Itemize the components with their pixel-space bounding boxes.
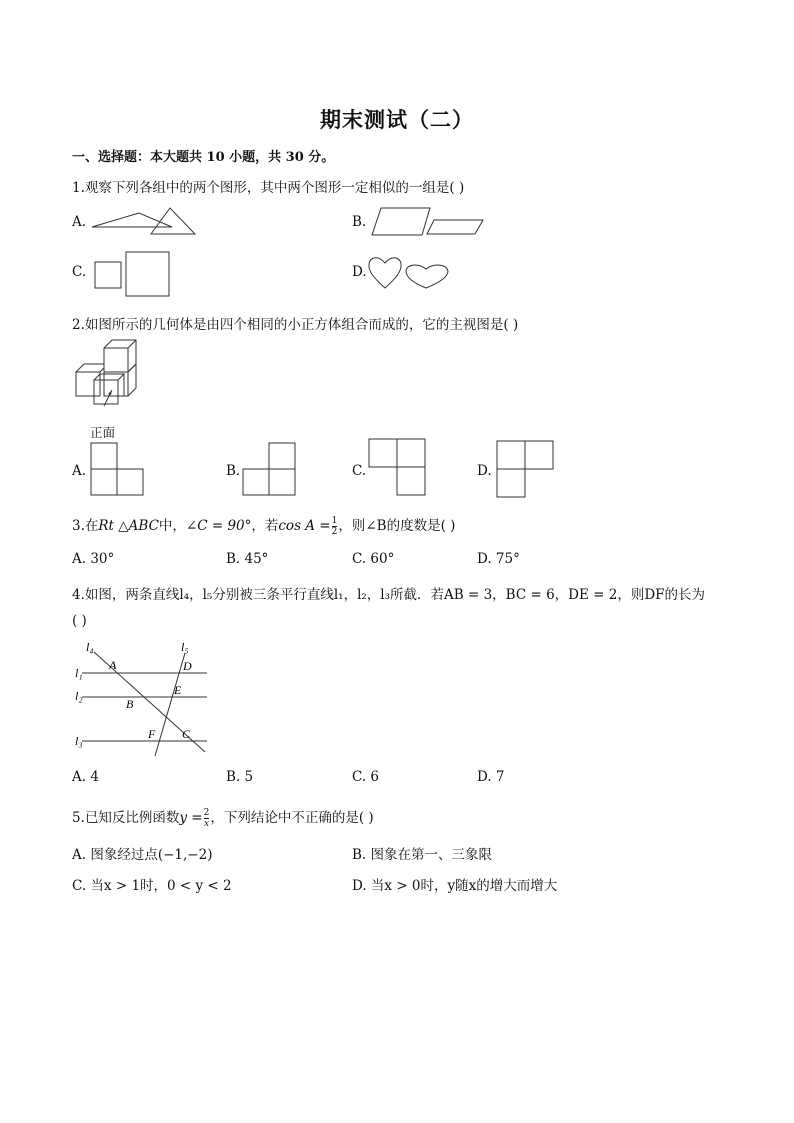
question-2-stem: 2.如图所示的几何体是由四个相同的小正方体组合而成的，它的主视图是( ) [72,317,519,333]
q3-stem-post: ，则∠B的度数是( ) [338,518,456,534]
q1-option-b-figure [368,204,488,240]
q3-option-a[interactable]: A. 30° [72,551,115,567]
q4-option-b[interactable]: B. 5 [226,769,254,785]
q2-option-b-label[interactable]: B. [226,463,241,479]
q3-option-d[interactable]: D. 75° [477,551,520,567]
q3-stem-mid2: ，若 [251,518,279,534]
q2-option-d-label[interactable]: D. [477,463,492,479]
q5-option-a[interactable]: A. 图象经过点(−1,−2) [72,847,213,863]
q1-option-a-figure [90,205,200,237]
q3-option-b[interactable]: B. 45° [226,551,269,567]
q4-label-c: C [182,727,191,741]
q3-cos: cos A = [278,518,331,534]
q2-option-d-figure [496,440,556,498]
page-title: 期末测试（二） [320,107,474,132]
q1-option-c-label[interactable]: C. [72,264,87,280]
question-3-stem [72,514,455,537]
q4-label-b: B [126,697,134,711]
q4-label-l5: l₅ [181,640,189,654]
question-4-stem-line2: ( ) [72,613,87,629]
q5-stem-pre: 5.已知反比例函数 [72,810,180,826]
q1-option-d-label[interactable]: D. [352,264,367,280]
q4-label-f: F [148,727,156,741]
q2-option-c-figure [368,438,428,498]
q5-option-b[interactable]: B. 图象在第一、三象限 [352,847,493,863]
section-header: 一、选择题：本大题共 10 小题，共 30 分。 [72,150,335,165]
q1-option-d-figure [366,254,456,294]
q4-label-a: A [109,658,117,672]
q4-label-d: D [183,659,192,673]
q1-option-b-label[interactable]: B. [352,214,367,230]
question-4-stem-line1: 4.如图，两条直线l₄，l₅分别被三条平行直线l₁，l₂，l₃所截．若AB = 3，BC = 6，DE = 2，则DF的长为 [72,587,706,603]
q5-fraction [204,808,210,829]
q2-front-label: 正面 [90,425,116,440]
q4-option-c[interactable]: C. 6 [352,769,380,785]
q5-frac-num: 2 [203,808,210,818]
q2-option-a-figure [90,442,146,498]
q3-stem-pre: 3.在 [72,518,99,534]
q3-triangle: Rt △ABC [98,518,159,534]
q1-option-a-label[interactable]: A. [72,214,87,230]
q4-option-a[interactable]: A. 4 [72,769,99,785]
q2-option-b-figure [242,442,298,498]
q5-stem-post: ，下列结论中不正确的是( ) [210,810,374,826]
q5-option-c[interactable]: C. 当x > 1时，0 < y < 2 [72,878,232,894]
q5-option-d[interactable]: D. 当x > 0时，y随x的增大而增大 [352,878,558,894]
q3-frac-den: 2 [331,527,338,537]
q3-frac-num: 1 [331,516,338,526]
q5-frac-den: x [203,819,210,829]
q1-option-c-figure [90,250,175,298]
q3-angle-c: ∠C = 90° [185,518,252,534]
q2-solid-figure [74,338,144,414]
q3-option-c[interactable]: C. 60° [352,551,395,567]
q3-stem-mid1: 中， [158,518,186,534]
q4-option-d[interactable]: D. 7 [477,769,505,785]
question-5-stem [72,806,374,829]
question-1-stem: 1.观察下列各组中的两个图形，其中两个图形一定相似的一组是( ) [72,180,465,196]
q3-fraction [332,516,338,537]
q4-label-l3: l₃ [75,734,83,748]
q2-option-c-label[interactable]: C. [352,463,367,479]
q4-label-e: E [174,683,182,697]
q4-label-l4: l₄ [86,640,94,654]
q2-option-a-label[interactable]: A. [72,463,87,479]
q4-label-l2: l₂ [75,689,83,703]
q4-parallel-lines-figure [72,640,212,760]
q5-function: y = [179,810,203,826]
q4-label-l1: l₁ [75,666,83,680]
